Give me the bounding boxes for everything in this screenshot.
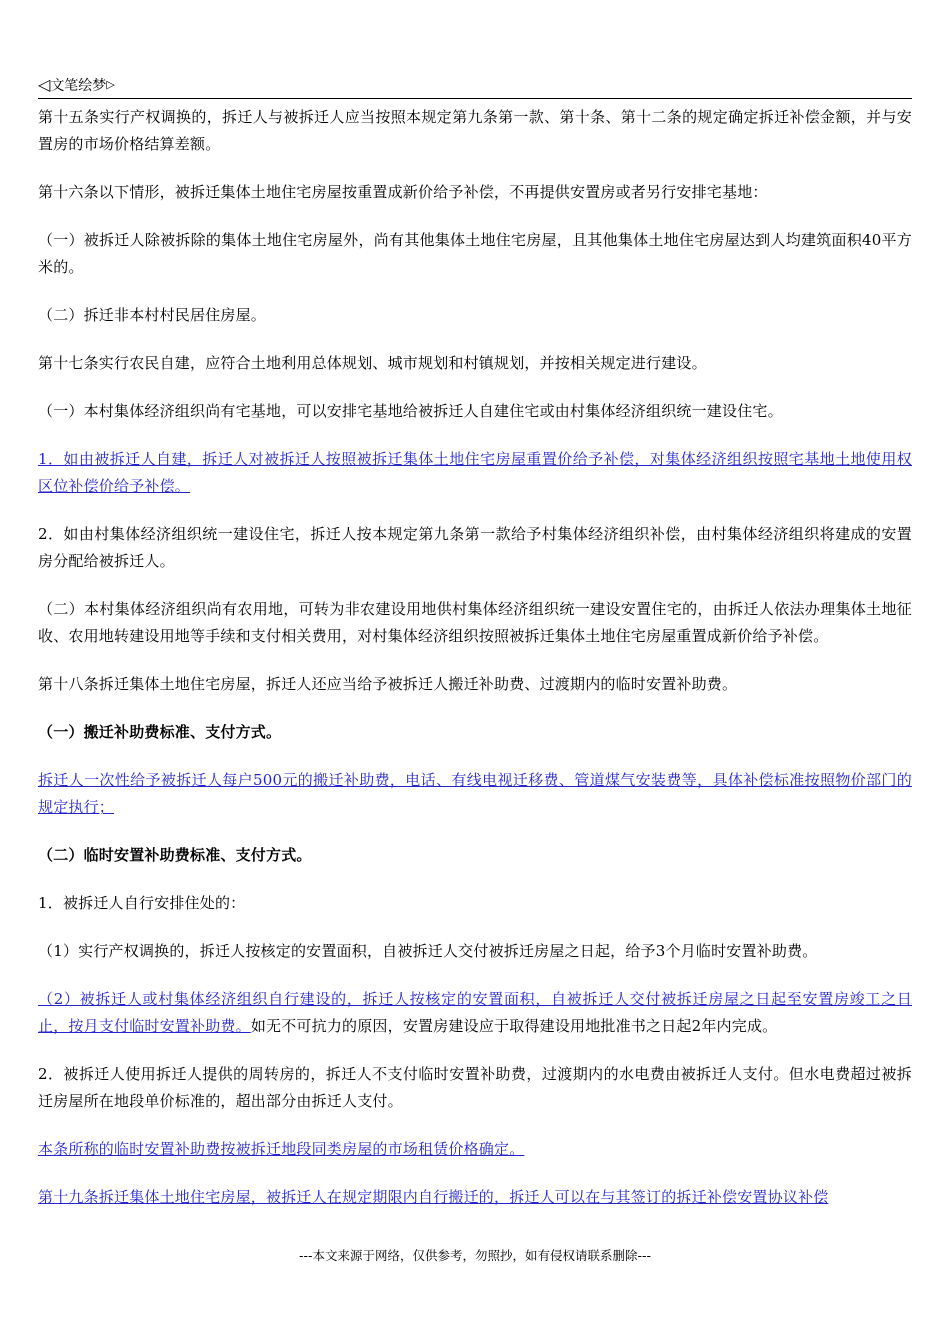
paragraph-text: （一）本村集体经济组织尚有宅基地，可以安排宅基地给被拆迁人自建住宅或由村集体经济组织统一建设住宅。	[38, 402, 783, 420]
hyperlink-text[interactable]: 1．如由被拆迁人自建，拆迁人对被拆迁人按照被拆迁集体土地住宅房屋重置价给予补偿，对集体经济组织按照宅基地土地使用权区位补偿价给予补偿。	[38, 450, 912, 495]
paragraph	[38, 596, 912, 650]
paragraph	[38, 446, 912, 500]
paragraph	[38, 938, 912, 965]
paragraph	[38, 890, 912, 917]
paragraph	[38, 302, 912, 329]
paragraph	[38, 227, 912, 281]
hyperlink-text[interactable]: 本条所称的临时安置补助费按被拆迁地段同类房屋的市场租赁价格确定。	[38, 1140, 525, 1158]
paragraph-text: 1．被拆迁人自行安排住处的：	[38, 894, 246, 912]
paragraph	[38, 767, 912, 821]
right-triangle-icon: ▷	[106, 78, 115, 91]
paragraph-text: 第十七条实行农民自建，应符合土地利用总体规划、城市规划和村镇规划，并按相关规定进行建设。	[38, 354, 707, 372]
paragraph-text: （二）本村集体经济组织尚有农用地，可转为非农建设用地供村集体经济组织统一建设安置住宅的，由拆迁人依法办理集体土地征收、农用地转建设用地等手续和支付相关费用，对村集体经济组织按照被拆迁集体土地住宅房屋重置成新价给予补偿。	[38, 600, 912, 645]
paragraph	[38, 671, 912, 698]
paragraph-text: 2．如由村集体经济组织统一建设住宅，拆迁人按本规定第九条第一款给予村集体经济组织补偿，由村集体经济组织将建成的安置房分配给被拆迁人。	[38, 525, 912, 570]
left-triangle-icon: ◁	[38, 75, 51, 94]
page-header	[38, 72, 912, 99]
paragraph-text: 2．被拆迁人使用拆迁人提供的周转房的，拆迁人不支付临时安置补助费，过渡期内的水电费由被拆迁人支付。但水电费超过被拆迁房屋所在地段单价标准的，超出部分由拆迁人支付。	[38, 1065, 912, 1110]
paragraph-text: 如无不可抗力的原因，安置房建设应于取得建设用地批准书之日起2年内完成。	[250, 1017, 778, 1035]
paragraph-text: 第十八条拆迁集体土地住宅房屋，拆迁人还应当给予被拆迁人搬迁补助费、过渡期内的临时安置补助费。	[38, 675, 738, 693]
paragraph	[38, 1061, 912, 1115]
paragraph	[38, 350, 912, 377]
paragraph-text: （二）拆迁非本村村民居住房屋。	[38, 306, 267, 324]
paragraph	[38, 179, 912, 206]
section-heading: （一）搬迁补助费标准、支付方式。	[38, 723, 282, 741]
header-title: 文笔绘梦	[50, 78, 107, 94]
paragraph-text: （1）实行产权调换的，拆迁人按核定的安置面积，自被拆迁人交付被拆迁房屋之日起，给予3个月临时安置补助费。	[38, 942, 818, 960]
hyperlink-text[interactable]: 拆迁人一次性给予被拆迁人每户500元的搬迁补助费，电话、有线电视迁移费、管道煤气安装费等，具体补偿标准按照物价部门的规定执行；	[38, 771, 912, 816]
paragraph	[38, 1136, 912, 1163]
hyperlink-text[interactable]: （2）被拆迁人或村集体经济组织自行建设的，拆迁人按核定的安置面积，自被拆迁人交付被拆迁房屋之日起至安置房竣工之日止，按月支付临时安置补助费。	[38, 990, 912, 1035]
paragraph	[38, 521, 912, 575]
paragraph	[38, 719, 912, 746]
paragraph	[38, 1184, 912, 1211]
paragraph	[38, 986, 912, 1040]
paragraph	[38, 104, 912, 158]
paragraph-text: 第十六条以下情形，被拆迁集体土地住宅房屋按重置成新价给予补偿，不再提供安置房或者另行安排宅基地：	[38, 183, 768, 201]
paragraph	[38, 842, 912, 869]
page-footer: ---本文来源于网络，仅供参考，勿照抄，如有侵权请联系删除---	[298, 1248, 652, 1263]
paragraph-text: （一）被拆迁人除被拆除的集体土地住宅房屋外，尚有其他集体土地住宅房屋，且其他集体土地住宅房屋达到人均建筑面积40平方米的。	[38, 231, 912, 276]
paragraph-text: 第十五条实行产权调换的，拆迁人与被拆迁人应当按照本规定第九条第一款、第十条、第十二条的规定确定拆迁补偿金额，并与安置房的市场价格结算差额。	[38, 108, 912, 153]
hyperlink-text[interactable]: 第十九条拆迁集体土地住宅房屋，被拆迁人在规定期限内自行搬迁的，拆迁人可以在与其签订的拆迁补偿安置协议补偿	[38, 1188, 829, 1206]
section-heading: （二）临时安置补助费标准、支付方式。	[38, 846, 312, 864]
document-body	[38, 104, 912, 1232]
paragraph	[38, 398, 912, 425]
